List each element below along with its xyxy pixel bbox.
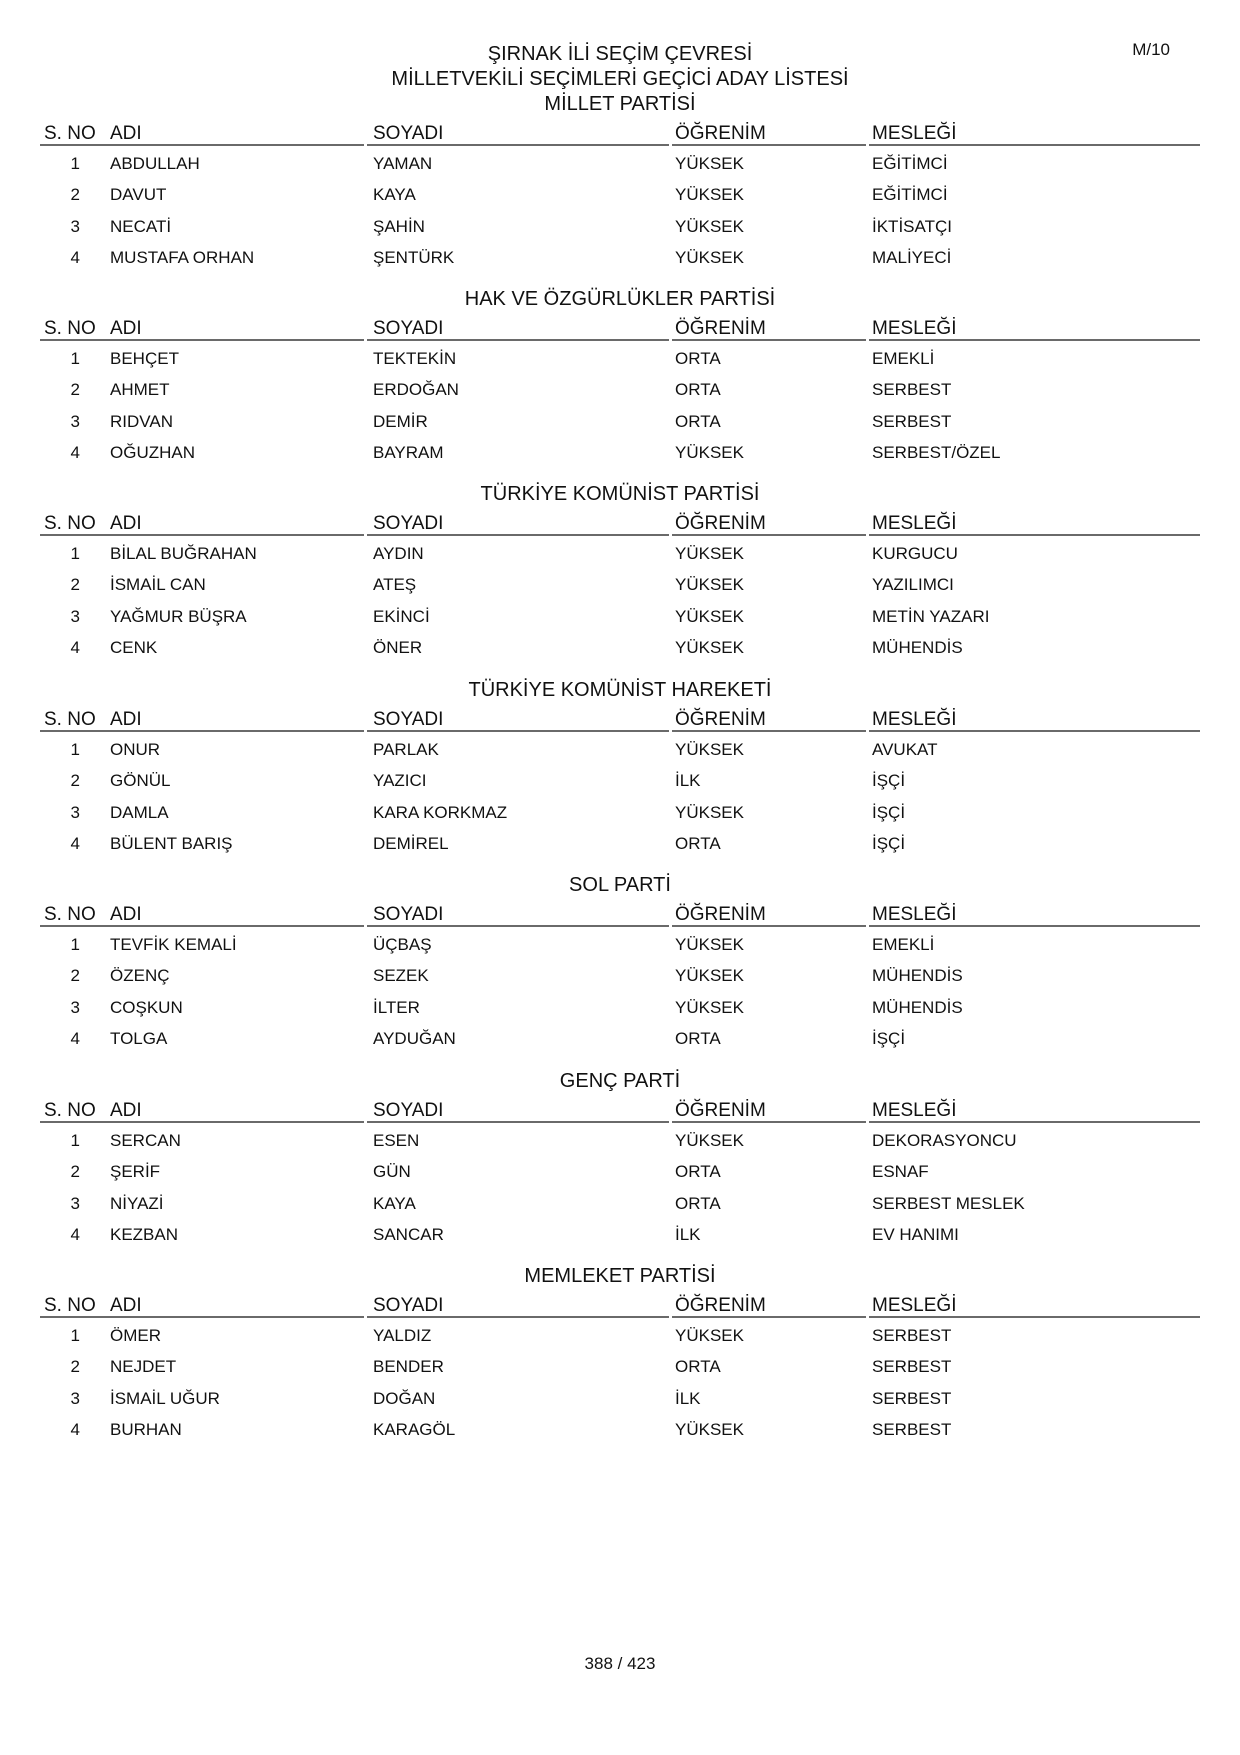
column-divider	[40, 730, 364, 732]
candidate-ogrenim: İLK	[675, 771, 701, 791]
column-header-adi: ADI	[110, 318, 142, 339]
party-title: TÜRKİYE KOMÜNİST PARTİSİ	[480, 483, 760, 505]
candidate-row	[40, 436, 1200, 467]
column-divider	[367, 1316, 669, 1318]
candidate-meslek: MALİYECİ	[872, 247, 952, 267]
candidate-row	[40, 568, 1200, 599]
column-divider	[869, 1121, 1200, 1123]
column-header-no: S. NO	[44, 513, 96, 534]
candidate-no: 2	[70, 1162, 80, 1182]
column-header-adi: ADI	[110, 709, 142, 730]
party-title: HAK VE ÖZGÜRLÜKLER PARTİSİ	[464, 288, 776, 310]
candidate-ogrenim: YÜKSEK	[675, 740, 744, 759]
column-divider	[672, 925, 866, 927]
column-header-no: S. NO	[44, 1295, 96, 1316]
candidate-row	[40, 928, 1200, 959]
page-code: M/10	[1132, 40, 1170, 59]
page-number: 388 / 423	[584, 1654, 656, 1673]
candidate-adi: CENK	[110, 637, 158, 657]
candidate-row	[40, 991, 1200, 1022]
party-title: SOL PARTİ	[569, 874, 671, 896]
candidate-ogrenim: ORTA	[675, 1162, 721, 1182]
column-header-row	[40, 312, 1200, 342]
candidate-soyadi: KARAGÖL	[373, 1419, 456, 1439]
column-header-row	[40, 507, 1200, 537]
column-header-soyadi: SOYADI	[373, 318, 444, 339]
column-divider	[367, 730, 669, 732]
candidate-soyadi: KAYA	[373, 185, 416, 205]
candidate-ogrenim: YÜKSEK	[675, 1131, 744, 1150]
party-section	[40, 873, 1200, 1053]
candidate-meslek: KURGUCU	[872, 544, 958, 563]
candidate-row	[40, 1155, 1200, 1186]
candidate-ogrenim: YÜKSEK	[675, 442, 744, 462]
column-header-ogrenim: ÖĞRENİM	[675, 123, 766, 144]
candidate-soyadi: ÜÇBAŞ	[373, 935, 432, 954]
column-header-adi: ADI	[110, 1100, 142, 1121]
candidate-row	[40, 342, 1200, 373]
column-header-meslek: MESLEĞİ	[872, 1295, 957, 1316]
candidate-no: 3	[70, 606, 80, 626]
candidate-no: 3	[70, 1388, 80, 1408]
candidate-no: 2	[70, 380, 80, 400]
candidate-adi: MUSTAFA ORHAN	[110, 247, 255, 267]
candidate-no: 1	[70, 740, 80, 759]
column-header-ogrenim: ÖĞRENİM	[675, 318, 766, 339]
candidate-meslek: EV HANIMI	[872, 1224, 959, 1244]
candidate-meslek: EMEKLİ	[872, 935, 935, 954]
candidate-no: 4	[70, 833, 80, 853]
column-divider	[367, 339, 669, 341]
candidate-meslek: SERBEST/ÖZEL	[872, 442, 1001, 462]
candidate-soyadi: SANCAR	[373, 1224, 444, 1244]
column-header-no: S. NO	[44, 904, 96, 925]
candidate-no: 1	[70, 1131, 80, 1150]
candidate-soyadi: DOĞAN	[373, 1388, 436, 1408]
candidate-row	[40, 405, 1200, 436]
candidate-row	[40, 537, 1200, 568]
candidate-adi: BEHÇET	[110, 349, 179, 368]
party-section	[40, 482, 1200, 662]
candidate-ogrenim: YÜKSEK	[675, 802, 744, 822]
candidate-soyadi: AYDIN	[373, 544, 424, 563]
candidate-meslek: YAZILIMCI	[872, 575, 954, 595]
candidate-meslek: SERBEST	[872, 380, 952, 400]
column-header-soyadi: SOYADI	[373, 513, 444, 534]
candidate-no: 3	[70, 216, 80, 236]
candidate-meslek: DEKORASYONCU	[872, 1131, 1017, 1150]
party-title: TÜRKİYE KOMÜNİST HAREKETİ	[468, 679, 772, 701]
candidate-meslek: SERBEST	[872, 1326, 952, 1345]
column-divider	[672, 534, 866, 536]
column-divider	[672, 1316, 866, 1318]
column-divider	[40, 339, 364, 341]
column-header-no: S. NO	[44, 709, 96, 730]
candidate-no: 2	[70, 185, 80, 205]
party-section	[40, 1264, 1200, 1444]
candidate-ogrenim: ORTA	[675, 833, 721, 853]
candidate-soyadi: DEMİR	[373, 411, 428, 431]
candidate-ogrenim: YÜKSEK	[675, 637, 744, 657]
candidate-soyadi: EKİNCİ	[373, 606, 430, 626]
candidate-no: 4	[70, 1419, 80, 1439]
column-divider	[40, 144, 364, 146]
candidate-meslek: EĞİTİMCİ	[872, 154, 948, 173]
candidate-soyadi: DEMİREL	[373, 833, 449, 853]
candidate-ogrenim: YÜKSEK	[675, 247, 744, 267]
column-divider	[869, 534, 1200, 536]
candidate-adi: YAĞMUR BÜŞRA	[110, 606, 247, 626]
column-divider	[40, 534, 364, 536]
column-divider	[367, 144, 669, 146]
candidate-row	[40, 1022, 1200, 1053]
column-divider	[40, 1316, 364, 1318]
column-header-meslek: MESLEĞİ	[872, 123, 957, 144]
column-header-soyadi: SOYADI	[373, 1100, 444, 1121]
candidate-row	[40, 1187, 1200, 1218]
candidate-ogrenim: YÜKSEK	[675, 997, 744, 1017]
candidate-ogrenim: YÜKSEK	[675, 1419, 744, 1439]
column-divider	[869, 925, 1200, 927]
candidate-row	[40, 764, 1200, 795]
column-divider	[672, 144, 866, 146]
candidate-soyadi: ERDOĞAN	[373, 380, 459, 400]
column-header-row	[40, 117, 1200, 147]
candidate-meslek: MÜHENDİS	[872, 966, 963, 986]
document-header	[0, 42, 1240, 92]
column-divider	[367, 1121, 669, 1123]
party-title: GENÇ PARTİ	[559, 1070, 681, 1092]
candidate-no: 1	[70, 154, 80, 173]
candidate-adi: SERCAN	[110, 1131, 181, 1150]
candidate-row	[40, 1218, 1200, 1249]
candidate-adi: COŞKUN	[110, 997, 183, 1017]
column-header-meslek: MESLEĞİ	[872, 1100, 957, 1121]
candidate-soyadi: ESEN	[373, 1131, 420, 1150]
candidate-meslek: İŞÇİ	[872, 802, 906, 822]
column-header-row	[40, 1094, 1200, 1124]
column-header-row	[40, 1289, 1200, 1319]
candidate-meslek: SERBEST	[872, 1357, 952, 1377]
candidate-ogrenim: ORTA	[675, 380, 721, 400]
candidate-row	[40, 1382, 1200, 1413]
candidate-ogrenim: İLK	[675, 1224, 701, 1244]
candidate-adi: BURHAN	[110, 1419, 182, 1439]
candidate-meslek: MÜHENDİS	[872, 997, 963, 1017]
candidate-soyadi: ŞENTÜRK	[373, 247, 455, 267]
candidate-no: 3	[70, 1193, 80, 1213]
party-title: MEMLEKET PARTİSİ	[524, 1265, 716, 1287]
candidate-row	[40, 796, 1200, 827]
candidate-meslek: METİN YAZARI	[872, 606, 990, 626]
candidate-ogrenim: YÜKSEK	[675, 1326, 744, 1345]
candidate-soyadi: SEZEK	[373, 966, 429, 986]
candidate-meslek: SERBEST	[872, 1388, 952, 1408]
candidate-no: 2	[70, 771, 80, 791]
candidate-ogrenim: YÜKSEK	[675, 216, 744, 236]
column-divider	[40, 925, 364, 927]
candidate-ogrenim: ORTA	[675, 1193, 721, 1213]
candidate-meslek: İŞÇİ	[872, 833, 906, 853]
candidate-adi: DAMLA	[110, 802, 169, 822]
candidate-soyadi: AYDUĞAN	[373, 1028, 456, 1048]
column-divider	[672, 1121, 866, 1123]
column-header-adi: ADI	[110, 1295, 142, 1316]
candidate-soyadi: ÖNER	[373, 637, 423, 657]
column-divider	[869, 1316, 1200, 1318]
candidate-meslek: İKTİSATÇI	[872, 216, 952, 236]
candidate-adi: NİYAZİ	[110, 1193, 164, 1213]
party-section	[40, 92, 1200, 272]
candidate-row	[40, 1319, 1200, 1350]
column-header-ogrenim: ÖĞRENİM	[675, 904, 766, 925]
column-header-ogrenim: ÖĞRENİM	[675, 513, 766, 534]
column-header-ogrenim: ÖĞRENİM	[675, 709, 766, 730]
candidate-no: 3	[70, 997, 80, 1017]
candidate-adi: ŞERİF	[110, 1162, 161, 1182]
candidate-adi: ONUR	[110, 740, 161, 759]
column-header-row	[40, 898, 1200, 928]
candidate-meslek: İŞÇİ	[872, 771, 906, 791]
candidate-adi: İSMAİL UĞUR	[110, 1388, 220, 1408]
candidate-soyadi: BAYRAM	[373, 442, 444, 462]
column-divider	[367, 925, 669, 927]
column-header-adi: ADI	[110, 123, 142, 144]
candidate-adi: NECATİ	[110, 216, 172, 236]
candidate-meslek: İŞÇİ	[872, 1028, 906, 1048]
candidate-adi: BİLAL BUĞRAHAN	[110, 544, 257, 563]
column-divider	[672, 339, 866, 341]
candidate-no: 4	[70, 1224, 80, 1244]
candidate-ogrenim: YÜKSEK	[675, 966, 744, 986]
candidate-no: 4	[70, 442, 80, 462]
candidate-no: 2	[70, 575, 80, 595]
column-header-adi: ADI	[110, 904, 142, 925]
column-header-meslek: MESLEĞİ	[872, 904, 957, 925]
column-header-no: S. NO	[44, 1100, 96, 1121]
candidate-no: 4	[70, 247, 80, 267]
column-header-adi: ADI	[110, 513, 142, 534]
candidate-meslek: EĞİTİMCİ	[872, 185, 948, 205]
candidate-adi: BÜLENT BARIŞ	[110, 833, 233, 853]
candidate-adi: AHMET	[110, 380, 170, 400]
column-header-meslek: MESLEĞİ	[872, 513, 957, 534]
candidate-soyadi: ATEŞ	[373, 575, 417, 595]
candidate-row	[40, 733, 1200, 764]
candidate-row	[40, 959, 1200, 990]
column-header-soyadi: SOYADI	[373, 709, 444, 730]
candidate-ogrenim: ORTA	[675, 349, 721, 368]
column-header-no: S. NO	[44, 123, 96, 144]
candidate-ogrenim: YÜKSEK	[675, 935, 744, 954]
candidate-adi: KEZBAN	[110, 1224, 179, 1244]
candidate-ogrenim: YÜKSEK	[675, 544, 744, 563]
column-header-no: S. NO	[44, 318, 96, 339]
candidate-no: 2	[70, 966, 80, 986]
candidate-no: 2	[70, 1357, 80, 1377]
candidate-adi: ÖZENÇ	[110, 966, 170, 986]
candidate-no: 3	[70, 411, 80, 431]
candidate-adi: ABDULLAH	[110, 154, 200, 173]
candidate-no: 4	[70, 1028, 80, 1048]
candidate-ogrenim: YÜKSEK	[675, 154, 744, 173]
candidate-soyadi: YAMAN	[373, 154, 433, 173]
candidate-adi: TOLGA	[110, 1028, 168, 1048]
candidate-soyadi: YALDIZ	[373, 1326, 432, 1345]
candidate-soyadi: PARLAK	[373, 740, 439, 759]
candidate-no: 1	[70, 349, 80, 368]
candidate-no: 1	[70, 544, 80, 563]
candidate-adi: TEVFİK KEMALİ	[110, 935, 237, 954]
candidate-ogrenim: YÜKSEK	[675, 575, 744, 595]
candidate-meslek: AVUKAT	[872, 740, 938, 759]
candidate-no: 3	[70, 802, 80, 822]
header-line-2: MİLLETVEKİLİ SEÇİMLERİ GEÇİCİ ADAY LİSTESİ	[391, 68, 849, 90]
candidate-meslek: ESNAF	[872, 1162, 929, 1182]
candidate-adi: DAVUT	[110, 185, 167, 205]
candidate-adi: OĞUZHAN	[110, 442, 195, 462]
candidate-soyadi: KARA KORKMAZ	[373, 802, 508, 822]
candidate-row	[40, 373, 1200, 404]
candidate-row	[40, 178, 1200, 209]
column-header-ogrenim: ÖĞRENİM	[675, 1295, 766, 1316]
candidate-row	[40, 1124, 1200, 1155]
candidate-row	[40, 827, 1200, 858]
column-divider	[40, 1121, 364, 1123]
party-title: MİLLET PARTİSİ	[544, 93, 696, 115]
candidate-soyadi: YAZICI	[373, 771, 427, 791]
candidate-meslek: SERBEST MESLEK	[872, 1193, 1025, 1213]
candidate-soyadi: KAYA	[373, 1193, 416, 1213]
column-divider	[869, 144, 1200, 146]
candidate-soyadi: TEKTEKİN	[373, 349, 457, 368]
candidate-no: 1	[70, 1326, 80, 1345]
party-section	[40, 287, 1200, 467]
candidate-row	[40, 600, 1200, 631]
candidate-ogrenim: ORTA	[675, 411, 721, 431]
candidate-ogrenim: ORTA	[675, 1028, 721, 1048]
candidate-row	[40, 210, 1200, 241]
candidate-soyadi: GÜN	[373, 1162, 411, 1182]
candidate-soyadi: ŞAHİN	[373, 216, 425, 236]
candidate-ogrenim: YÜKSEK	[675, 185, 744, 205]
candidate-adi: NEJDET	[110, 1357, 177, 1377]
column-header-meslek: MESLEĞİ	[872, 709, 957, 730]
party-section	[40, 1069, 1200, 1249]
candidate-row	[40, 241, 1200, 272]
candidate-ogrenim: ORTA	[675, 1357, 721, 1377]
column-divider	[367, 534, 669, 536]
candidate-no: 1	[70, 935, 80, 954]
column-divider	[672, 730, 866, 732]
header-line-1: ŞIRNAK İLİ SEÇİM ÇEVRESİ	[487, 43, 753, 65]
column-header-soyadi: SOYADI	[373, 123, 444, 144]
candidate-meslek: MÜHENDİS	[872, 637, 963, 657]
candidate-adi: ÖMER	[110, 1326, 161, 1345]
candidate-meslek: SERBEST	[872, 1419, 952, 1439]
column-divider	[869, 730, 1200, 732]
candidate-adi: İSMAİL CAN	[110, 575, 206, 595]
column-header-meslek: MESLEĞİ	[872, 318, 957, 339]
party-section	[40, 678, 1200, 858]
candidate-row	[40, 1413, 1200, 1444]
candidate-ogrenim: İLK	[675, 1388, 701, 1408]
candidate-no: 4	[70, 637, 80, 657]
candidate-meslek: EMEKLİ	[872, 349, 935, 368]
candidate-row	[40, 1350, 1200, 1381]
column-header-soyadi: SOYADI	[373, 904, 444, 925]
column-header-ogrenim: ÖĞRENİM	[675, 1100, 766, 1121]
candidate-row	[40, 631, 1200, 662]
candidate-soyadi: İLTER	[373, 997, 420, 1017]
candidate-meslek: SERBEST	[872, 411, 952, 431]
candidate-ogrenim: YÜKSEK	[675, 606, 744, 626]
candidate-adi: GÖNÜL	[110, 771, 171, 791]
candidate-adi: RIDVAN	[110, 411, 173, 431]
candidate-row	[40, 147, 1200, 178]
column-header-soyadi: SOYADI	[373, 1295, 444, 1316]
candidate-soyadi: BENDER	[373, 1357, 444, 1377]
column-divider	[869, 339, 1200, 341]
column-header-row	[40, 703, 1200, 733]
